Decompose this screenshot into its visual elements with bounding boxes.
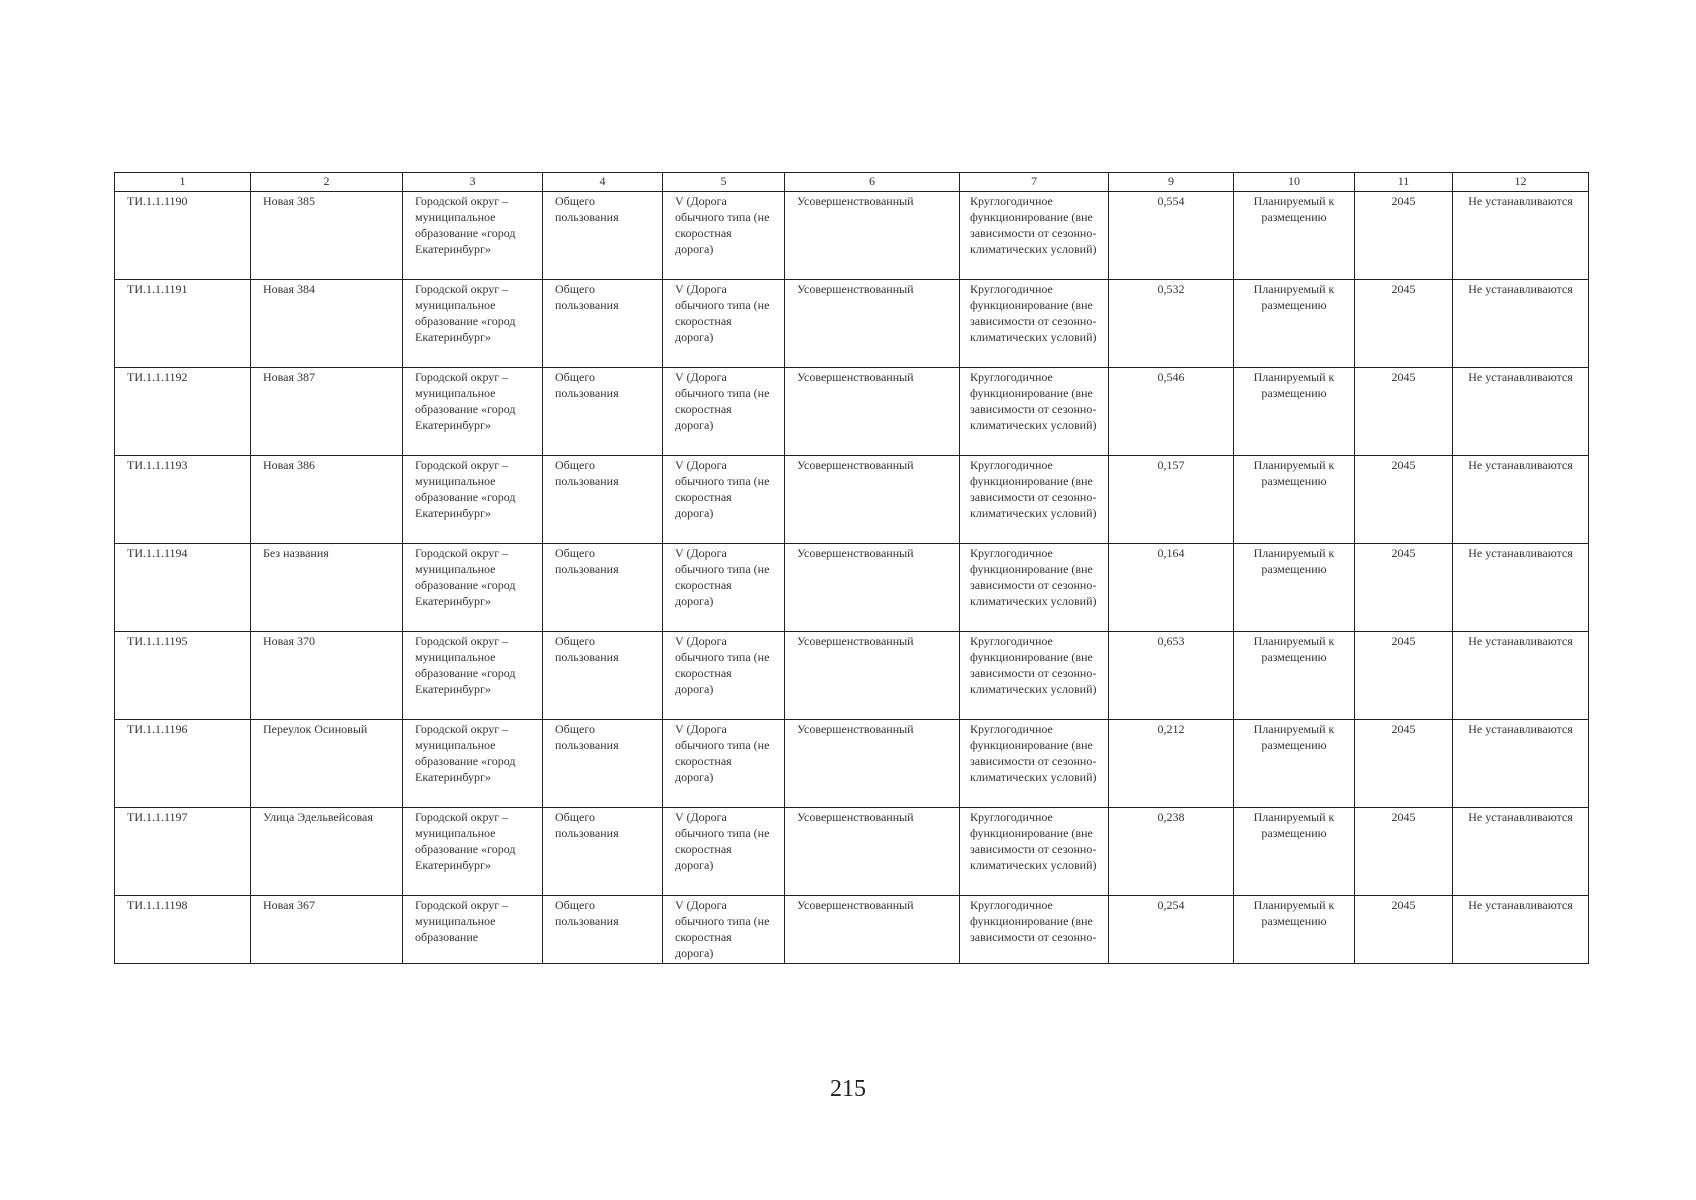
cell-category: V (Дорога обычного типа (не скоростная дорога) (663, 808, 785, 896)
cell-year: 2045 (1355, 808, 1453, 896)
column-number-2: 2 (251, 173, 403, 192)
cell-surface: Усовершенствованный (785, 456, 960, 544)
cell-municipality: Городской округ – муниципальное образование «город Екатеринбург» (403, 280, 543, 368)
cell-year: 2045 (1355, 456, 1453, 544)
cell-category: V (Дорога обычного типа (не скоростная дорога) (663, 896, 785, 964)
cell-length: 0,532 (1109, 280, 1234, 368)
cell-id: ТИ.1.1.1191 (115, 280, 251, 368)
cell-operation-mode: Круглогодичное функционирование (вне зависимости от сезонно-климатических условий) (960, 808, 1109, 896)
cell-status: Планируемый к размещению (1234, 720, 1355, 808)
cell-name: Новая 367 (251, 896, 403, 964)
cell-municipality: Городской округ – муниципальное образование «город Екатеринбург» (403, 456, 543, 544)
table-row (115, 808, 1589, 896)
cell-name: Улица Эдельвейсовая (251, 808, 403, 896)
cell-municipality: Городской округ – муниципальное образование «город Екатеринбург» (403, 720, 543, 808)
cell-id: ТИ.1.1.1190 (115, 192, 251, 280)
table-body (115, 173, 1589, 964)
cell-status: Планируемый к размещению (1234, 632, 1355, 720)
column-number-12: 12 (1453, 173, 1589, 192)
cell-operation-mode: Круглогодичное функционирование (вне зависимости от сезонно- (960, 896, 1109, 964)
cell-length: 0,546 (1109, 368, 1234, 456)
cell-id: ТИ.1.1.1194 (115, 544, 251, 632)
cell-name: Новая 387 (251, 368, 403, 456)
cell-restrictions: Не устанавливаются (1453, 544, 1589, 632)
cell-length: 0,554 (1109, 192, 1234, 280)
cell-status: Планируемый к размещению (1234, 808, 1355, 896)
cell-id: ТИ.1.1.1193 (115, 456, 251, 544)
cell-municipality: Городской округ – муниципальное образование «город Екатеринбург» (403, 808, 543, 896)
cell-operation-mode: Круглогодичное функционирование (вне зависимости от сезонно-климатических условий) (960, 456, 1109, 544)
cell-surface: Усовершенствованный (785, 192, 960, 280)
cell-name: Переулок Осиновый (251, 720, 403, 808)
cell-id: ТИ.1.1.1196 (115, 720, 251, 808)
table-row (115, 368, 1589, 456)
cell-surface: Усовершенствованный (785, 280, 960, 368)
cell-id: ТИ.1.1.1197 (115, 808, 251, 896)
cell-purpose: Общего пользования (543, 456, 663, 544)
road-registry-table (114, 172, 1589, 964)
cell-category: V (Дорога обычного типа (не скоростная дорога) (663, 720, 785, 808)
cell-purpose: Общего пользования (543, 544, 663, 632)
cell-id: ТИ.1.1.1192 (115, 368, 251, 456)
cell-restrictions: Не устанавливаются (1453, 720, 1589, 808)
column-number-3: 3 (403, 173, 543, 192)
cell-length: 0,238 (1109, 808, 1234, 896)
cell-municipality: Городской округ – муниципальное образование «город Екатеринбург» (403, 192, 543, 280)
cell-restrictions: Не устанавливаются (1453, 192, 1589, 280)
cell-category: V (Дорога обычного типа (не скоростная дорога) (663, 544, 785, 632)
cell-year: 2045 (1355, 544, 1453, 632)
cell-year: 2045 (1355, 368, 1453, 456)
table-row (115, 192, 1589, 280)
table-row (115, 896, 1589, 964)
cell-surface: Усовершенствованный (785, 720, 960, 808)
cell-name: Новая 385 (251, 192, 403, 280)
cell-purpose: Общего пользования (543, 896, 663, 964)
cell-name: Новая 370 (251, 632, 403, 720)
cell-municipality: Городской округ – муниципальное образование «город Екатеринбург» (403, 632, 543, 720)
cell-length: 0,653 (1109, 632, 1234, 720)
column-number-9: 9 (1109, 173, 1234, 192)
column-number-6: 6 (785, 173, 960, 192)
cell-status: Планируемый к размещению (1234, 368, 1355, 456)
table-row (115, 632, 1589, 720)
cell-name: Без названия (251, 544, 403, 632)
cell-status: Планируемый к размещению (1234, 456, 1355, 544)
cell-restrictions: Не устанавливаются (1453, 896, 1589, 964)
cell-year: 2045 (1355, 720, 1453, 808)
cell-category: V (Дорога обычного типа (не скоростная дорога) (663, 368, 785, 456)
column-number-11: 11 (1355, 173, 1453, 192)
cell-category: V (Дорога обычного типа (не скоростная дорога) (663, 456, 785, 544)
cell-operation-mode: Круглогодичное функционирование (вне зависимости от сезонно-климатических условий) (960, 280, 1109, 368)
cell-surface: Усовершенствованный (785, 544, 960, 632)
cell-year: 2045 (1355, 192, 1453, 280)
cell-operation-mode: Круглогодичное функционирование (вне зависимости от сезонно-климатических условий) (960, 368, 1109, 456)
cell-id: ТИ.1.1.1198 (115, 896, 251, 964)
cell-length: 0,157 (1109, 456, 1234, 544)
cell-status: Планируемый к размещению (1234, 280, 1355, 368)
cell-surface: Усовершенствованный (785, 808, 960, 896)
cell-name: Новая 386 (251, 456, 403, 544)
cell-status: Планируемый к размещению (1234, 896, 1355, 964)
cell-operation-mode: Круглогодичное функционирование (вне зависимости от сезонно-климатических условий) (960, 192, 1109, 280)
cell-category: V (Дорога обычного типа (не скоростная дорога) (663, 632, 785, 720)
cell-purpose: Общего пользования (543, 368, 663, 456)
table-row (115, 720, 1589, 808)
cell-operation-mode: Круглогодичное функционирование (вне зависимости от сезонно-климатических условий) (960, 632, 1109, 720)
cell-municipality: Городской округ – муниципальное образование «город Екатеринбург» (403, 544, 543, 632)
column-number-1: 1 (115, 173, 251, 192)
cell-restrictions: Не устанавливаются (1453, 368, 1589, 456)
cell-length: 0,164 (1109, 544, 1234, 632)
cell-restrictions: Не устанавливаются (1453, 808, 1589, 896)
cell-category: V (Дорога обычного типа (не скоростная дорога) (663, 280, 785, 368)
cell-length: 0,254 (1109, 896, 1234, 964)
table-row (115, 280, 1589, 368)
cell-surface: Усовершенствованный (785, 632, 960, 720)
cell-name: Новая 384 (251, 280, 403, 368)
cell-purpose: Общего пользования (543, 632, 663, 720)
cell-purpose: Общего пользования (543, 808, 663, 896)
cell-operation-mode: Круглогодичное функционирование (вне зависимости от сезонно-климатических условий) (960, 720, 1109, 808)
cell-category: V (Дорога обычного типа (не скоростная дорога) (663, 192, 785, 280)
column-number-5: 5 (663, 173, 785, 192)
cell-year: 2045 (1355, 632, 1453, 720)
cell-purpose: Общего пользования (543, 192, 663, 280)
table-row (115, 544, 1589, 632)
cell-status: Планируемый к размещению (1234, 544, 1355, 632)
cell-purpose: Общего пользования (543, 720, 663, 808)
cell-restrictions: Не устанавливаются (1453, 632, 1589, 720)
column-number-10: 10 (1234, 173, 1355, 192)
page-number: 215 (830, 1076, 866, 1102)
cell-municipality: Городской округ – муниципальное образование «город Екатеринбург» (403, 368, 543, 456)
column-number-7: 7 (960, 173, 1109, 192)
cell-surface: Усовершенствованный (785, 368, 960, 456)
cell-restrictions: Не устанавливаются (1453, 280, 1589, 368)
cell-operation-mode: Круглогодичное функционирование (вне зависимости от сезонно-климатических условий) (960, 544, 1109, 632)
column-number-4: 4 (543, 173, 663, 192)
cell-status: Планируемый к размещению (1234, 192, 1355, 280)
header-row (115, 173, 1589, 192)
cell-restrictions: Не устанавливаются (1453, 456, 1589, 544)
cell-purpose: Общего пользования (543, 280, 663, 368)
cell-year: 2045 (1355, 896, 1453, 964)
cell-id: ТИ.1.1.1195 (115, 632, 251, 720)
cell-surface: Усовершенствованный (785, 896, 960, 964)
cell-year: 2045 (1355, 280, 1453, 368)
cell-length: 0,212 (1109, 720, 1234, 808)
table-row (115, 456, 1589, 544)
cell-municipality: Городской округ – муниципальное образование (403, 896, 543, 964)
